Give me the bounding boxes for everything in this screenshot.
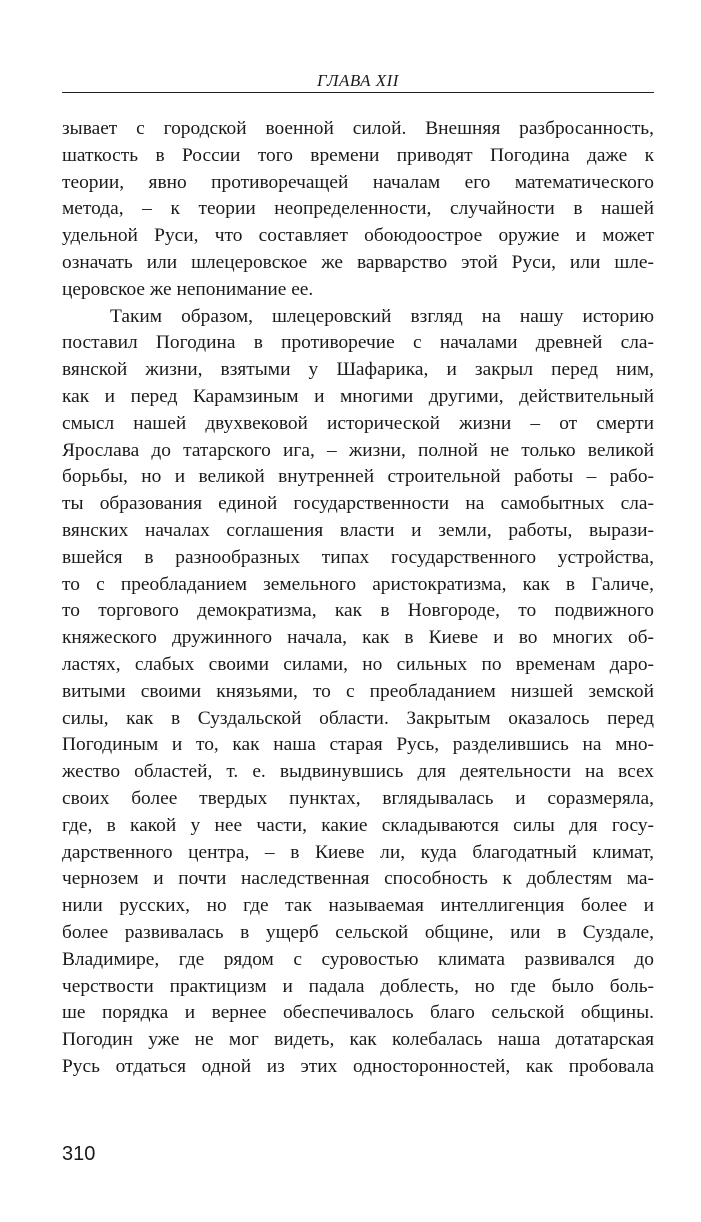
page-number: 310 bbox=[62, 1143, 96, 1165]
text-line: Погодиным и то, как наша старая Русь, разделившись на мно- bbox=[62, 734, 654, 756]
text-line: витыми своими князьями, то с преобладанием низшей земской bbox=[62, 680, 654, 702]
text-line: удельной Руси, что составляет обоюдоострое оружие и может bbox=[62, 225, 654, 247]
chapter-title: ГЛАВА XII bbox=[317, 71, 399, 90]
paragraph bbox=[62, 304, 654, 1081]
text-line: смысл нашей двухвековой исторической жизни – от смерти bbox=[62, 412, 654, 434]
text-line: вянской жизни, взятыми у Шафарика, и закрыл перед ним, bbox=[62, 359, 654, 381]
text-line: где, в какой у нее части, какие складываются силы для госу- bbox=[62, 814, 654, 836]
text-line: более развивалась в ущерб сельской общине, или в Суздале, bbox=[62, 921, 654, 943]
text-line: нили русских, но где так называемая интеллигенция более и bbox=[62, 895, 654, 917]
text-line: метода, – к теории неопределенности, случайности в нашей bbox=[62, 198, 654, 220]
text-line: ше порядка и вернее обеспечивалось благо сельской общины. bbox=[62, 1002, 654, 1024]
text-line: вянских началах соглашения власти и земли, работы, вырази- bbox=[62, 519, 654, 541]
text-line: чернозем и почти наследственная способность к доблестям ма- bbox=[62, 868, 654, 890]
text-line: то торгового демократизма, как в Новгороде, то подвижного bbox=[62, 600, 654, 622]
text-line: означать или шлецеровское же варварство этой Руси, или шле- bbox=[62, 251, 654, 273]
text-line: Погодин уже не мог видеть, как колебалась наша дотатарская bbox=[62, 1029, 654, 1051]
text-line: Таким образом, шлецеровский взгляд на нашу историю bbox=[110, 305, 654, 327]
text-line: Владимире, где рядом с суровостью климата развивался до bbox=[62, 948, 654, 970]
text-line: черствости практицизм и падала доблесть, но где было боль- bbox=[62, 975, 654, 997]
text-line: зывает с городской военной силой. Внешняя разбросанность, bbox=[62, 118, 654, 139]
running-head bbox=[62, 70, 654, 93]
text-line: то с преобладанием земельного аристократизма, как в Галиче, bbox=[62, 573, 654, 595]
text-line: церовское же непонимание ее. bbox=[62, 278, 314, 300]
text-line: жество областей, т. е. выдвинувшись для деятельности на всех bbox=[62, 761, 654, 783]
text-line: поставил Погодина в противоречие с началами древней сла- bbox=[62, 332, 654, 354]
text-line: шаткость в России того времени приводят Погодина даже к bbox=[62, 144, 654, 166]
text-line: своих более твердых пунктах, вглядывалась и соразмеряла, bbox=[62, 787, 654, 809]
text-line: вшейся в разнообразных типах государственного устройства, bbox=[62, 546, 654, 568]
text-line: ты образования единой государственности на самобытных сла- bbox=[62, 493, 654, 515]
text-line: борьбы, но и великой внутренней строительной работы – рабо- bbox=[62, 466, 654, 488]
text-line: как и перед Карамзиным и многими другими, действительный bbox=[62, 385, 654, 407]
text-line: Ярослава до татарского ига, – жизни, полной не только великой bbox=[62, 439, 654, 461]
text-line: Русь отдаться одной из этих односторонностей, как пробовала bbox=[62, 1055, 654, 1077]
text-line: ластях, слабых своими силами, но сильных по временам даро- bbox=[62, 653, 654, 675]
text-line: княжеского дружинного начала, как в Киеве и во многих об- bbox=[62, 627, 654, 649]
paragraph bbox=[62, 116, 654, 304]
text-line: силы, как в Суздальской области. Закрытым оказалось перед bbox=[62, 707, 654, 729]
body-text bbox=[62, 116, 654, 1081]
text-line: теории, явно противоречащей началам его математического bbox=[62, 171, 654, 193]
text-line: дарственного центра, – в Киеве ли, куда благодатный климат, bbox=[62, 841, 654, 863]
